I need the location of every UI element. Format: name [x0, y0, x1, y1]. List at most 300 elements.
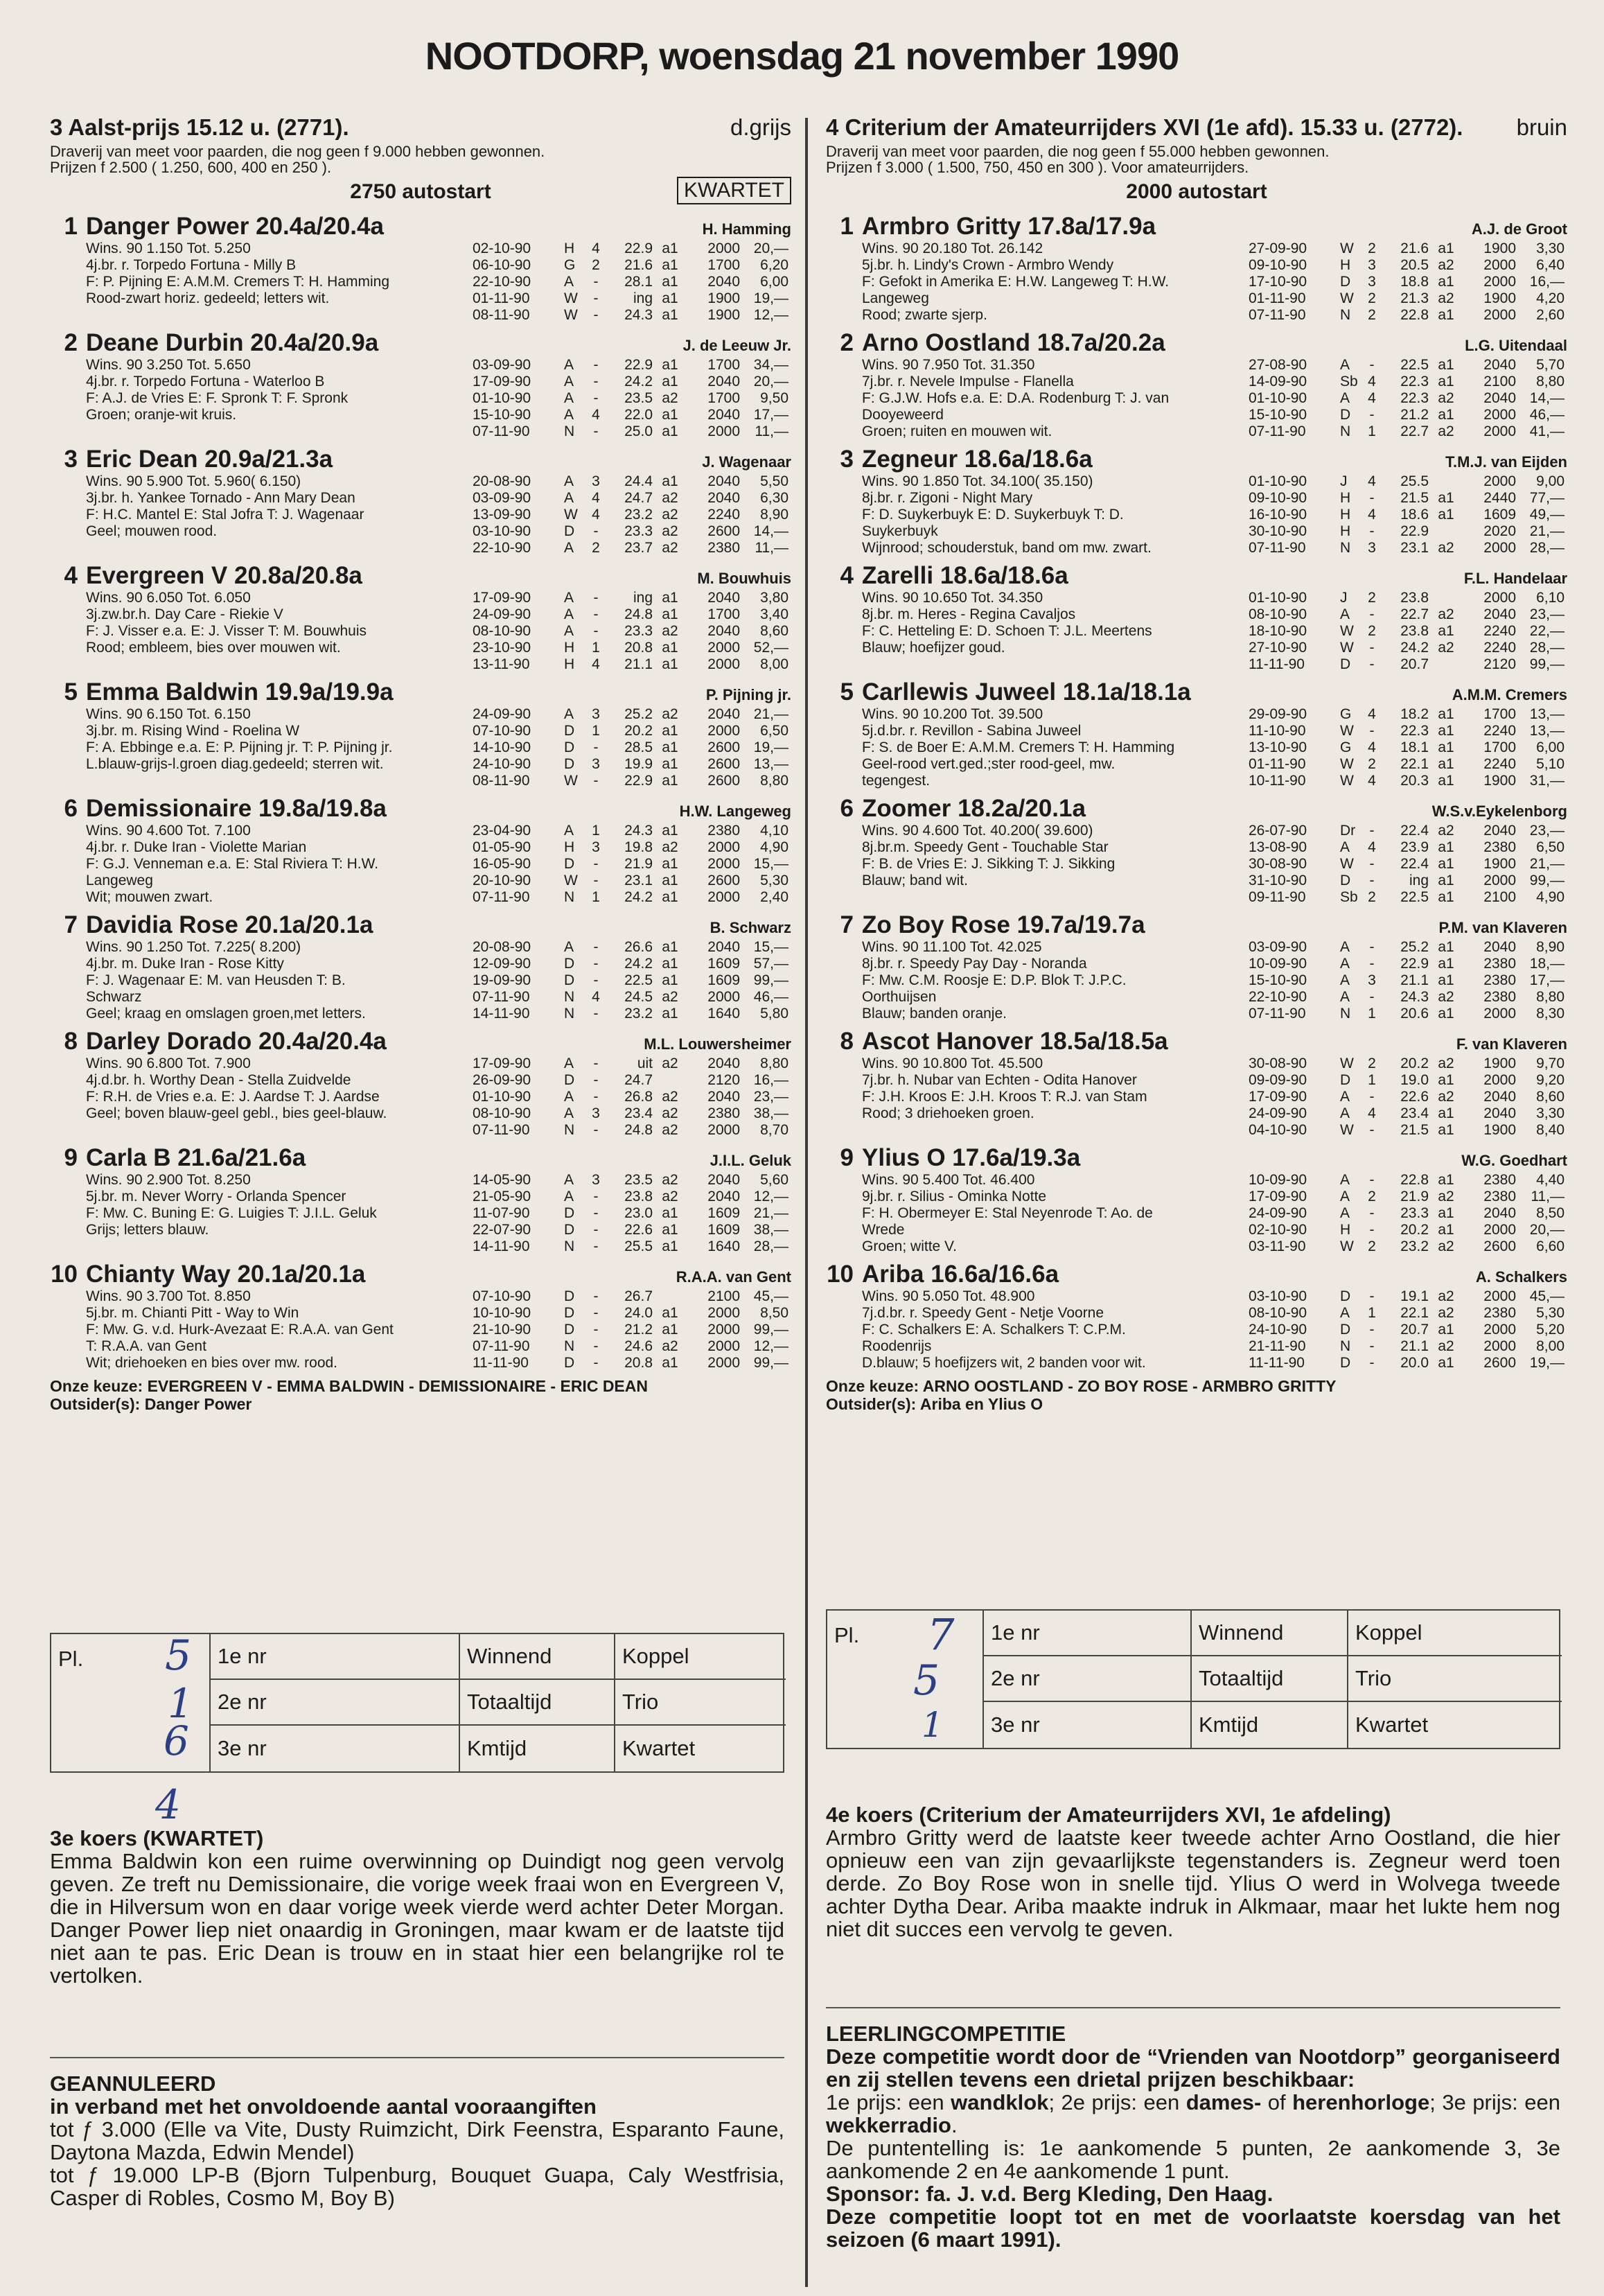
result-cell: a1: [662, 773, 678, 789]
result-cell: 2100: [707, 1288, 740, 1304]
result-cell: 21.1: [624, 656, 653, 672]
horse-info-line: 9j.br. r. Silius - Ominka Notte: [862, 1189, 1047, 1204]
horse-name-record: Darley Dorado 20.4a/20.4a: [86, 1028, 387, 1055]
result-cell: 21,—: [753, 706, 788, 722]
horse-body: [50, 240, 791, 324]
result-cell: 26.7: [624, 1288, 653, 1304]
result-cell: D: [1340, 1322, 1351, 1338]
horse-trainer: T.M.J. van Eijden: [1445, 453, 1567, 471]
horse-number: 6: [64, 795, 78, 822]
result-cell: 2: [1368, 889, 1376, 905]
horse-entry: [826, 329, 1567, 440]
horse-number: 4: [64, 562, 78, 589]
result-cell: Dr: [1340, 823, 1356, 839]
result-cell: 08-10-90: [1249, 606, 1307, 622]
horse-info-line: Rood-zwart horiz. gedeeld; letters wit.: [86, 290, 330, 306]
result-cell: 16,—: [1529, 274, 1565, 290]
result-row: [1249, 839, 1567, 856]
result-row: [473, 1238, 791, 1255]
result-row: [1249, 290, 1567, 307]
result-cell: 24.7: [624, 490, 653, 506]
result-row: [473, 889, 791, 906]
result-cell: -: [1369, 956, 1375, 972]
result-cell: 07-11-90: [473, 1122, 530, 1138]
result-cell: 22.5: [1400, 357, 1429, 373]
race-title: 3 Aalst-prijs 15.12 u. (2771).: [50, 114, 349, 140]
result-cell: -: [1369, 1122, 1375, 1138]
result-cell: 2380: [707, 540, 740, 556]
result-cell: A: [564, 407, 574, 423]
result-cell: 2000: [1483, 873, 1516, 888]
result-cell: a1: [662, 739, 678, 755]
result-cell: 07-11-90: [473, 889, 530, 905]
result-row: [1249, 1072, 1567, 1089]
result-cell: 21.2: [624, 1322, 653, 1338]
result-cell: 2600: [707, 756, 740, 772]
result-cell: 24-09-90: [1249, 1205, 1307, 1221]
result-row: [1249, 1105, 1567, 1122]
horse-list: [50, 213, 791, 1372]
result-cell: 2: [1368, 240, 1376, 256]
result-cell: -: [1369, 1205, 1375, 1221]
horse-info-line: Wijnrood; schouderstuk, band om mw. zwart.: [862, 540, 1152, 556]
result-cell: a1: [1438, 939, 1454, 955]
horse-entry: [50, 911, 791, 1022]
result-cell: a1: [1438, 507, 1454, 523]
horse-info: [50, 1172, 473, 1255]
result-cell: 07-10-90: [473, 1288, 531, 1304]
result-cell: 23.8: [1400, 590, 1429, 606]
race-prizes: Prijzen f 2.500 ( 1.250, 600, 400 en 250 ).: [50, 159, 332, 176]
result-cell: 8,80: [760, 773, 788, 789]
horse-name-record: Zegneur 18.6a/18.6a: [862, 446, 1093, 473]
result-cell: 2380: [1483, 1305, 1516, 1321]
result-cell: W: [1340, 856, 1354, 872]
result-row: [473, 1189, 791, 1205]
result-cell: 22.6: [1400, 1089, 1429, 1105]
result-row: [1249, 972, 1567, 989]
result-cell: 22.1: [1400, 756, 1429, 772]
result-cell: 22.9: [624, 240, 653, 256]
result-cell: -: [1369, 1089, 1375, 1105]
result-cell: 2040: [707, 706, 740, 722]
result-cell: a2: [662, 1105, 678, 1121]
result-cell: 21,—: [1529, 856, 1565, 872]
result-cell: 2380: [1483, 839, 1516, 855]
horse-info-line: Geel; mouwen rood.: [86, 523, 218, 539]
result-row: [1249, 490, 1567, 507]
result-cell: a2: [1438, 1305, 1454, 1321]
result-cell: 20.2: [1400, 1055, 1429, 1071]
result-row: [473, 972, 791, 989]
result-cell: 08-11-90: [473, 307, 530, 323]
result-cell: 9,50: [760, 390, 788, 406]
result-cell: 2000: [707, 1122, 740, 1138]
horse-body: [50, 473, 791, 557]
result-cell: 10-09-90: [1249, 1172, 1307, 1188]
result-cell: 2600: [707, 523, 740, 539]
koppel-label: Koppel: [615, 1634, 786, 1680]
result-cell: 14-10-90: [473, 739, 531, 755]
horse-name: [826, 1028, 1168, 1055]
horse-name: [826, 1261, 1059, 1288]
horse-number: 5: [840, 678, 854, 706]
result-cell: 8,00: [1536, 1338, 1565, 1354]
result-cell: a1: [1438, 739, 1454, 755]
result-row: [473, 640, 791, 656]
kmtijd-label: Kmtijd: [460, 1726, 615, 1771]
result-cell: 25.2: [1400, 939, 1429, 955]
result-cell: 11,—: [755, 540, 788, 556]
result-cell: 17-09-90: [1249, 1089, 1307, 1105]
horse-info-line: 5j.br. m. Never Worry - Orlanda Spencer: [86, 1189, 346, 1204]
result-cell: a1: [662, 656, 678, 672]
result-cell: 20.7: [1400, 656, 1429, 672]
result-cell: a1: [662, 1305, 678, 1321]
result-cell: A: [564, 1105, 574, 1121]
result-cell: 2000: [1483, 257, 1516, 273]
result-cell: D: [564, 723, 575, 739]
result-cell: N: [1340, 540, 1351, 556]
result-row: [1249, 823, 1567, 839]
result-cell: 14-11-90: [473, 1238, 530, 1254]
result-row: [1249, 989, 1567, 1006]
place-1-label: 1e nr: [984, 1611, 1192, 1656]
horse-info-line: Langeweg: [86, 873, 153, 888]
result-cell: 1609: [707, 1205, 740, 1221]
result-cell: 20-08-90: [473, 939, 531, 955]
result-cell: -: [593, 590, 599, 606]
horse-name-record: Carllewis Juweel 18.1a/18.1a: [862, 678, 1191, 706]
comment-body: Emma Baldwin kon een ruime overwinning op Duindigt nog geen vervolg geven. Ze treft nu Demissionaire, die vorige week fraai won en Evergreen V, die in Hilversum won en daar vorige week vierde werd achter Deter Morgan. Danger Power liep niet onaardig in Groningen, maar kwam er de laatste tijd niet aan te pas. Eric Dean is trouw en in staat hier een belangrijke rol te vertolken.: [50, 1849, 784, 1988]
result-cell: 6,20: [760, 257, 788, 273]
result-cell: 45,—: [1529, 1288, 1565, 1304]
horse-info-line: Geel; kraag en omslagen groen,met letters.: [86, 1006, 366, 1022]
race-column-left: [50, 114, 791, 1413]
result-cell: 2040: [1483, 1089, 1516, 1105]
result-cell: W: [1340, 623, 1354, 639]
horse-name: [50, 213, 384, 240]
result-cell: A: [564, 390, 574, 406]
result-cell: -: [593, 606, 599, 622]
result-cell: 4: [1368, 706, 1376, 722]
result-cell: 12-09-90: [473, 956, 531, 972]
result-cell: 21.6: [624, 257, 653, 273]
result-cell: N: [564, 1338, 575, 1354]
horse-results: [473, 1288, 791, 1372]
result-cell: 6,10: [1536, 590, 1565, 606]
result-cell: W: [1340, 756, 1354, 772]
result-cell: 8,30: [1536, 1006, 1565, 1022]
result-cell: 27-08-90: [1249, 357, 1307, 373]
result-cell: N: [1340, 1006, 1351, 1022]
result-cell: 13,—: [753, 756, 788, 772]
result-cell: 1: [592, 723, 600, 739]
horse-trainer: H.W. Langeweg: [679, 803, 791, 820]
result-cell: 22.6: [624, 1222, 653, 1238]
horse-body: [826, 357, 1567, 440]
result-row: [473, 240, 791, 257]
result-cell: D: [564, 1305, 575, 1321]
horse-name: [826, 446, 1093, 473]
horse-results: [1249, 1288, 1567, 1372]
horse-entry: [826, 562, 1567, 673]
result-cell: A: [1340, 1305, 1350, 1321]
horse-info-line: 4j.br. r. Torpedo Fortuna - Waterloo B: [86, 374, 325, 389]
race-prizes: Prijzen f 3.000 ( 1.500, 750, 450 en 300 ). Voor amateurrijders.: [826, 159, 1249, 176]
result-cell: a1: [662, 407, 678, 423]
result-cell: 04-10-90: [1249, 1122, 1307, 1138]
result-cell: 23-10-90: [473, 640, 531, 656]
result-cell: 21.1: [1400, 972, 1429, 988]
horse-info-line: T: R.A.A. van Gent: [86, 1338, 206, 1354]
horse-info-line: F: H. Obermeyer E: Stal Neyenrode T: Ao. de: [862, 1205, 1153, 1221]
result-cell: 14-05-90: [473, 1172, 531, 1188]
result-row: [473, 1288, 791, 1305]
result-cell: 38,—: [753, 1105, 788, 1121]
result-row: [1249, 357, 1567, 374]
result-cell: 2000: [1483, 1322, 1516, 1338]
result-cell: a1: [1438, 972, 1454, 988]
result-cell: 08-10-90: [473, 1105, 531, 1121]
result-row: [473, 390, 791, 407]
result-cell: uit: [637, 1055, 653, 1071]
result-cell: 20.5: [1400, 257, 1429, 273]
race-color: bruin: [1516, 114, 1567, 140]
result-cell: 2040: [707, 1055, 740, 1071]
result-cell: 4: [1368, 739, 1376, 755]
result-cell: 24.2: [624, 374, 653, 389]
result-cell: 12,—: [753, 1189, 788, 1204]
result-cell: 20.2: [1400, 1222, 1429, 1238]
horse-info-line: Wins. 90 3.250 Tot. 5.650: [86, 357, 251, 373]
horse-name-record: Carla B 21.6a/21.6a: [86, 1144, 306, 1171]
result-cell: 2: [1368, 623, 1376, 639]
result-cell: 57,—: [753, 956, 788, 972]
horse-info-line: 7j.d.br. r. Speedy Gent - Netje Voorne: [862, 1305, 1104, 1321]
horse-list: [826, 213, 1567, 1372]
result-cell: 1609: [1483, 507, 1516, 523]
horse-entry: [826, 678, 1567, 789]
horse-header: [826, 1144, 1567, 1172]
result-cell: 2000: [707, 423, 740, 439]
horse-info-line: Wins. 90 7.950 Tot. 31.350: [862, 357, 1035, 373]
result-cell: a2: [1438, 1089, 1454, 1105]
result-cell: 30-08-90: [1249, 856, 1307, 872]
result-cell: 2040: [707, 374, 740, 389]
horse-info-line: F: A.J. de Vries E: F. Spronk T: F. Spronk: [86, 390, 349, 406]
horse-results: [1249, 240, 1567, 324]
result-cell: a2: [662, 1338, 678, 1354]
result-cell: a2: [662, 1089, 678, 1105]
horse-results: [1249, 357, 1567, 440]
result-cell: 6,50: [760, 723, 788, 739]
horse-info-line: Wins. 90 5.900 Tot. 5.960( 6.150): [86, 473, 301, 489]
result-cell: 2000: [707, 1338, 740, 1354]
result-row: [473, 773, 791, 789]
result-cell: 3: [592, 1105, 600, 1121]
result-cell: a1: [1438, 1222, 1454, 1238]
result-cell: 22.3: [1400, 390, 1429, 406]
result-cell: a1: [662, 374, 678, 389]
result-cell: W: [1340, 240, 1354, 256]
result-cell: 16,—: [753, 1072, 788, 1088]
result-cell: 23.1: [1400, 540, 1429, 556]
result-cell: 2040: [707, 1089, 740, 1105]
result-row: [473, 1122, 791, 1139]
result-cell: -: [593, 523, 599, 539]
result-cell: 3: [592, 1172, 600, 1188]
horse-entry: [50, 1261, 791, 1372]
result-cell: 20.8: [624, 1355, 653, 1371]
horse-header: [50, 329, 791, 357]
result-row: [473, 873, 791, 889]
result-row: [1249, 1205, 1567, 1222]
place-2-label: 2e nr: [984, 1656, 1192, 1702]
result-cell: 1640: [707, 1006, 740, 1022]
result-cell: 9,00: [1536, 473, 1565, 489]
horse-info-line: Wins. 90 6.150 Tot. 6.150: [86, 706, 251, 722]
result-cell: 01-11-90: [473, 290, 530, 306]
horse-info-line: 5j.br. m. Chianti Pitt - Way to Win: [86, 1305, 299, 1321]
trio-label: Trio: [1348, 1656, 1562, 1702]
result-cell: 46,—: [753, 989, 788, 1005]
column-divider: [805, 118, 808, 2287]
result-cell: 2: [1368, 756, 1376, 772]
horse-entry: [826, 1261, 1567, 1372]
result-cell: 5,30: [1536, 1305, 1565, 1321]
result-cell: 2: [592, 540, 600, 556]
result-cell: a1: [662, 723, 678, 739]
horse-info-line: Wins. 90 5.050 Tot. 48.900: [862, 1288, 1035, 1304]
result-row: [473, 473, 791, 490]
result-cell: a1: [662, 956, 678, 972]
result-cell: 22.7: [1400, 423, 1429, 439]
result-cell: 21.2: [1400, 407, 1429, 423]
result-row: [1249, 1189, 1567, 1205]
result-cell: N: [1340, 307, 1351, 323]
horse-info-line: Wins. 90 4.600 Tot. 40.200( 39.600): [862, 823, 1093, 839]
result-row: [473, 274, 791, 290]
result-cell: 2040: [707, 1189, 740, 1204]
result-row: [1249, 307, 1567, 324]
result-cell: 24.2: [624, 889, 653, 905]
horse-name-record: Eric Dean 20.9a/21.3a: [86, 446, 333, 473]
result-cell: 3: [592, 756, 600, 772]
result-cell: -: [593, 1089, 599, 1105]
result-cell: A: [1340, 1205, 1350, 1221]
result-cell: D: [564, 1355, 575, 1371]
result-cell: 1900: [1483, 856, 1516, 872]
result-cell: 2000: [1483, 1072, 1516, 1088]
result-cell: 2000: [707, 989, 740, 1005]
result-cell: 99,—: [753, 1322, 788, 1338]
result-cell: 21.3: [1400, 290, 1429, 306]
result-cell: 22.3: [1400, 374, 1429, 389]
result-cell: 19.8: [624, 839, 653, 855]
winnend-label: Winnend: [1192, 1611, 1348, 1656]
result-cell: a1: [1438, 723, 1454, 739]
result-cell: 1900: [1483, 240, 1516, 256]
result-cell: 2000: [1483, 1288, 1516, 1304]
horse-info-line: Wrede: [862, 1222, 905, 1238]
result-cell: D: [564, 1205, 575, 1221]
result-cell: 3: [592, 706, 600, 722]
horse-entry: [50, 1028, 791, 1139]
result-cell: 24-10-90: [1249, 1322, 1307, 1338]
result-cell: 19.0: [1400, 1072, 1429, 1088]
result-row: [1249, 1355, 1567, 1372]
result-cell: 8,70: [760, 1122, 788, 1138]
result-cell: 25.2: [624, 706, 653, 722]
result-row: [1249, 1305, 1567, 1322]
result-cell: 23,—: [753, 1089, 788, 1105]
horse-trainer: F.L. Handelaar: [1463, 570, 1567, 587]
handwritten-number: 5: [913, 1656, 940, 1705]
result-cell: A: [564, 374, 574, 389]
result-cell: 08-10-90: [473, 623, 531, 639]
result-cell: 52,—: [753, 640, 788, 656]
result-cell: 46,—: [1529, 407, 1565, 423]
geannuleerd-heading: GEANNULEERD: [50, 2071, 216, 2096]
result-cell: 4,90: [760, 839, 788, 855]
horse-trainer: W.G. Goedhart: [1461, 1152, 1567, 1169]
result-cell: -: [1369, 606, 1375, 622]
result-cell: 2000: [1483, 473, 1516, 489]
result-cell: 22-10-90: [473, 274, 531, 290]
result-cell: 18.8: [1400, 274, 1429, 290]
result-cell: 3,40: [760, 606, 788, 622]
result-cell: 3: [592, 839, 600, 855]
horse-info-line: Blauw; hoefijzer goud.: [862, 640, 1005, 656]
result-cell: 21.9: [1400, 1189, 1429, 1204]
horse-info-line: F: C. Schalkers E: A. Schalkers T: C.P.M.: [862, 1322, 1126, 1338]
result-row: [1249, 257, 1567, 274]
result-cell: 02-10-90: [1249, 1222, 1307, 1238]
horse-info-line: Wit; mouwen zwart.: [86, 889, 213, 905]
result-cell: a1: [1438, 1072, 1454, 1088]
result-cell: 24.2: [1400, 640, 1429, 656]
horse-trainer: F. van Klaveren: [1456, 1035, 1567, 1053]
result-cell: 20-10-90: [473, 873, 531, 888]
horse-info: [50, 706, 473, 789]
horse-header: [826, 1261, 1567, 1288]
result-cell: 1: [1368, 1072, 1376, 1088]
result-cell: 4: [592, 407, 600, 423]
result-cell: 24.3: [1400, 989, 1429, 1005]
result-cell: -: [593, 856, 599, 872]
result-row: [1249, 873, 1567, 889]
result-cell: H: [564, 640, 575, 656]
result-cell: D: [564, 856, 575, 872]
result-cell: -: [593, 739, 599, 755]
horse-header: [826, 329, 1567, 357]
result-cell: a1: [662, 240, 678, 256]
result-cell: -: [593, 972, 599, 988]
leerling-sponsor: Sponsor: fa. J. v.d. Berg Kleding, Den Haag.: [826, 2182, 1273, 2206]
result-cell: N: [564, 889, 575, 905]
horse-header: [50, 678, 791, 706]
result-cell: W: [564, 773, 578, 789]
geannuleerd-section: [50, 2072, 784, 2209]
result-row: [1249, 606, 1567, 623]
result-cell: 8,40: [1536, 1122, 1565, 1138]
horse-results: [1249, 590, 1567, 673]
result-cell: -: [593, 374, 599, 389]
horse-header: [50, 795, 791, 823]
horse-info-line: L.blauw-grijs-l.groen diag.gedeeld; sterren wit.: [86, 756, 384, 772]
result-cell: a2: [662, 390, 678, 406]
